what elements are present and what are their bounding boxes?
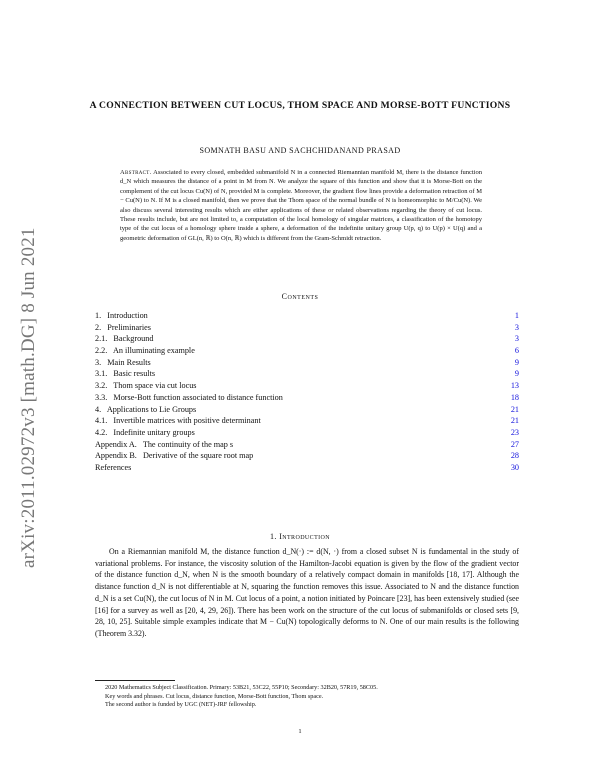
toc-entry[interactable] [95, 380, 519, 392]
toc-entry-page-link[interactable]: 27 [510, 439, 519, 449]
toc-entry-page-link[interactable]: 21 [510, 416, 519, 426]
toc-entry[interactable] [95, 427, 519, 439]
toc-entry[interactable] [95, 404, 519, 416]
toc-entry[interactable] [95, 357, 519, 369]
toc-entry-page-link[interactable]: 18 [510, 392, 519, 402]
abstract-heading: Abstract. [120, 169, 152, 176]
section-heading-introduction: 1. Introduction [270, 532, 330, 541]
toc-entry-label: 4.2. Indefinite unitary groups [95, 427, 195, 437]
table-of-contents [95, 310, 519, 474]
paper-authors: SOMNATH BASU AND SACHCHIDANAND PRASAD [199, 146, 401, 155]
toc-entry-page-link[interactable]: 21 [510, 404, 519, 414]
toc-entry-page-link[interactable]: 23 [510, 427, 519, 437]
introduction-paragraph: On a Riemannian manifold M, the distance function d_N(·) := d(N, ·) from a closed subset N is fundamental in the study of variational problems. For instance, the viscosity solution of the Hamilton-Jacobi equation is given by the flow of the gradient vector of the distance function d_N, when N is the smooth boundary of a relatively compact domain in manifolds [18, 17]. Although the distance function d_N is not differentiable at N, squaring the function removes this issue. Associated to N and the distance function d_N is a set Cu(N), the cut locus of N in M. Cut locus of a point, a notion initiated by Poincare [23], has been extensively studied (see [16] for a survey as well as [20, 4, 29, 26]). There has been work on the structure of the cut locus of submanifolds or closed sets [9, 28, 10, 25]. Suitable simple examples indicate that M − Cu(N) topologically deforms to N. One of our main results is the following (Theorem 3.32). [95, 547, 519, 638]
footnote-divider [95, 680, 175, 681]
toc-entry-label: 3.2. Thom space via cut locus [95, 381, 197, 391]
toc-entry-label: 3.1. Basic results [95, 369, 156, 379]
toc-entry-label: Appendix A. The continuity of the map s [95, 439, 234, 449]
toc-entry-label: 3. Main Results [95, 357, 151, 367]
toc-entry[interactable] [95, 450, 519, 462]
toc-entry-label: 1. Introduction [95, 311, 148, 320]
footnotes [95, 684, 519, 710]
toc-entry[interactable] [95, 310, 519, 322]
toc-entry[interactable] [95, 462, 519, 474]
toc-entry[interactable] [95, 415, 519, 427]
toc-entry[interactable] [95, 322, 519, 334]
toc-entry-page-link[interactable]: 28 [510, 451, 519, 461]
toc-entry-page-link[interactable]: 9 [514, 357, 519, 367]
toc-entry-page-link[interactable]: 1 [514, 311, 519, 320]
abstract-text: Associated to every closed, embedded submanifold N in a connected Riemannian manifold M, there is the distance function d_N which measures the distance of a point in M from N. We analyze the square of this function and show that it is Morse-Bott on the complement of the cut locus Cu(N) of N, provided M is complete. Moreover, the gradient flow lines provide a deformation retraction of M − Cu(N) to N. If M is a closed manifold, then we prove that the Thom space of the normal bundle of N is homeomorphic to M/Cu(N). We also discuss several interesting results which are either applications of these or related observations regarding the theory of cut locus. These results include, but are not limited to, a computation of the local homology of singular matrices, a classification of the homotopy type of the cut locus of a homology sphere inside a sphere, a deformation of the indefinite unitary group U(p, q) to U(p) × U(q) and a geometric deformation of GL(n, ℝ) to O(n, ℝ) which is different from the Gram-Schmidt retraction. [120, 169, 482, 242]
toc-entry-label: 3.3. Morse-Bott function associated to distance function [95, 392, 283, 402]
toc-entry-label: Appendix B. Derivative of the square root map [95, 451, 254, 461]
toc-entry-page-link[interactable]: 30 [510, 462, 519, 472]
toc-entry-label: References [95, 462, 132, 472]
toc-entry[interactable] [95, 392, 519, 404]
footnote-funding: The second author is funded by UGC (NET)-JRF fellowship. [105, 701, 257, 709]
contents-heading: Contents [281, 292, 319, 301]
toc-entry-page-link[interactable]: 3 [514, 334, 519, 344]
toc-entry-page-link[interactable]: 9 [514, 369, 519, 379]
abstract [120, 168, 482, 243]
toc-entry-page-link[interactable]: 6 [514, 346, 519, 356]
footnote-msc: 2020 Mathematics Subject Classification. Primary: 53B21, 53C22, 55P10; Secondary: 32B20, 57R19, 58C05. [105, 684, 378, 691]
toc-entry[interactable] [95, 345, 519, 357]
toc-entry-label: 4.1. Invertible matrices with positive determinant [95, 416, 261, 426]
toc-entry-label: 2.1. Background [95, 334, 154, 344]
page-number: 1 [298, 728, 302, 735]
toc-entry-label: 2. Preliminaries [95, 322, 151, 332]
toc-entry-label: 2.2. An illuminating example [95, 346, 195, 356]
toc-entry[interactable] [95, 333, 519, 345]
paper-title: A CONNECTION BETWEEN CUT LOCUS, THOM SPACE AND MORSE-BOTT FUNCTIONS [89, 100, 511, 111]
toc-entry[interactable] [95, 368, 519, 380]
arxiv-identifier[interactable]: arXiv:2011.02972v3 [math.DG] 8 Jun 2021 [18, 227, 39, 568]
footnote-keywords: Key words and phrases. Cut locus, distance function, Morse-Bott function, Thom space. [105, 692, 324, 700]
toc-entry-label: 4. Applications to Lie Groups [95, 404, 197, 414]
toc-entry-page-link[interactable]: 13 [510, 381, 519, 391]
toc-entry-page-link[interactable]: 3 [514, 322, 519, 332]
toc-entry[interactable] [95, 439, 519, 451]
